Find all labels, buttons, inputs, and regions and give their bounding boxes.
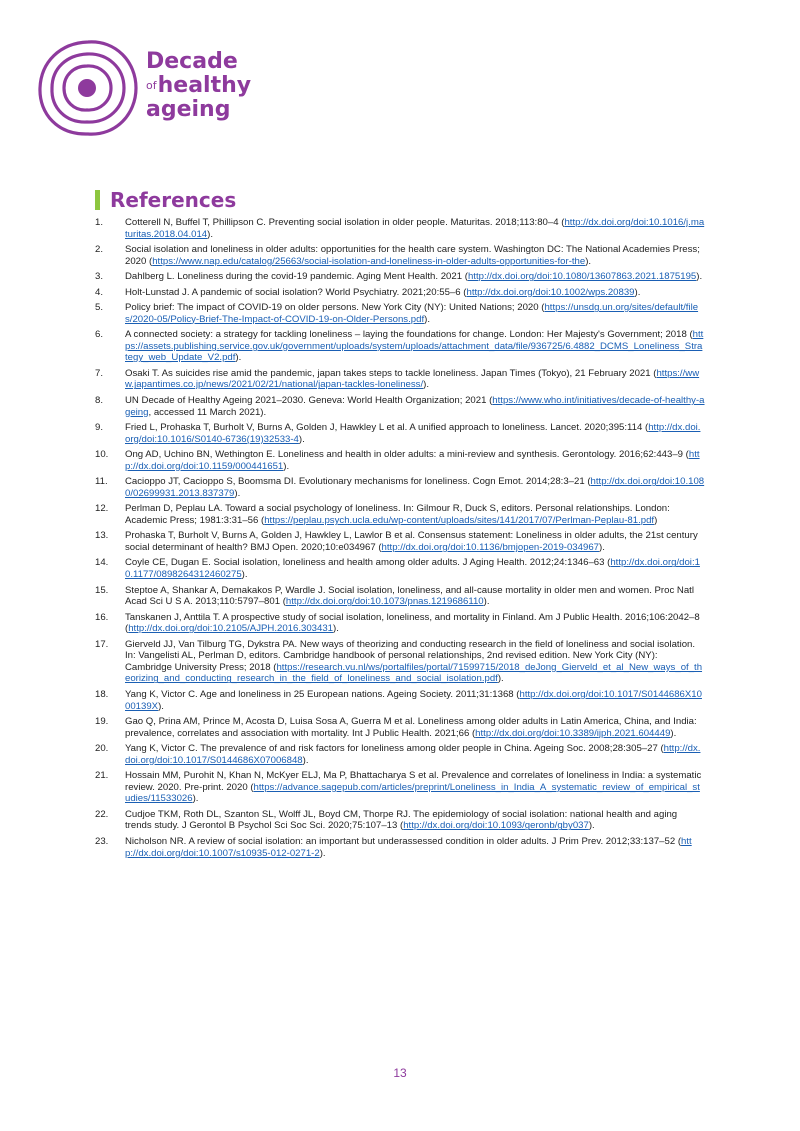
reference-item (95, 368, 705, 391)
reference-suffix: ). (670, 727, 677, 739)
reference-body (125, 716, 705, 739)
reference-suffix: ). (634, 286, 641, 298)
reference-item (95, 329, 705, 364)
reference-suffix: ). (497, 673, 504, 685)
reference-text: A connected society: a strategy for tackling loneliness – laying the foundations for change. London: Her Majesty's Government; 2018 ( (125, 329, 693, 341)
reference-text: Cudjoe TKM, Roth DL, Szanton SL, Wolff JL, Boyd CM, Thorpe RJ. The epidemiology of social isolation: national health and aging trends study. J Gerontol B Psychol Sci Soc Sci. 2020;75:107–13 ( (125, 808, 678, 832)
reference-number: 17. (95, 638, 109, 650)
reference-suffix: ) (654, 514, 658, 526)
reference-item (95, 271, 705, 283)
reference-item (95, 557, 705, 580)
reference-item (95, 476, 705, 499)
logo-word-of: of (146, 79, 157, 92)
reference-number: 5. (95, 302, 104, 314)
reference-body (125, 689, 705, 712)
references-title: References (110, 188, 237, 212)
reference-number: 14. (95, 557, 109, 569)
reference-body (125, 557, 705, 580)
reference-number: 3. (95, 271, 104, 283)
reference-link[interactable]: http://dx.doi.org/doi:10.1177/0898264312460275 (125, 557, 700, 581)
reference-body (125, 585, 705, 608)
reference-link[interactable]: http://dx.doi.org/doi:10.1080/02699931.2013.837379 (125, 476, 705, 499)
reference-link[interactable]: https://assets.publishing.service.gov.uk/government/uploads/system/uploads/attachment_data/file/936725/6.4882_DCMS_Loneliness_Strategy_web_Update_V2.pdf (125, 329, 704, 364)
reference-body (125, 449, 705, 472)
reference-text: Cotterell N, Buffel T, Phillipson C. Preventing social isolation in older people. Maturitas. 2018;113:80–4 ( (125, 217, 565, 228)
reference-body (125, 476, 705, 499)
reference-text: Osaki T. As suicides rise amid the pandemic, japan takes steps to tackle loneliness. Japan Times (Tokyo), 21 February 2021 ( (125, 367, 657, 379)
reference-link[interactable]: http://dx.doi.org/doi:10.1159/000441651 (125, 449, 700, 472)
reference-text: UN Decade of Healthy Ageing 2021–2030. Geneva: World Health Organization; 2021 ( (125, 394, 493, 406)
reference-link[interactable]: http://dx.doi.org/doi:10.2105/AJPH.2016.303431 (128, 623, 334, 635)
reference-text: Social isolation and loneliness in older adults: opportunities for the health care system. Washington DC: The National Academies Press; 2020 ( (125, 244, 700, 267)
reference-text: Prohaska T, Burholt V, Burns A, Golden J, Hawkley L, Lawlor B et al. Consensus statement: Loneliness in older adults, the 21st century social determinant of health? BMJ Open. 2020;10:e034967 ( (125, 530, 698, 553)
reference-link[interactable]: https://www.japantimes.co.jp/news/2021/02/21/national/japan-tackles-loneliness/ (125, 367, 700, 391)
section-heading (95, 188, 236, 212)
reference-suffix: ). (319, 847, 326, 859)
reference-text: Policy brief: The impact of COVID-19 on older persons. New York City (NY): United Nations; 2020 ( (125, 302, 545, 314)
reference-body (125, 422, 705, 445)
reference-text: Yang K, Victor C. The prevalence of and risk factors for loneliness among older people in China. Ageing Soc. 2008;28:305–27 ( (125, 743, 664, 755)
reference-link[interactable]: https://research.vu.nl/ws/portalfiles/portal/71599715/2018_deJong_Gierveld_et_al_New_ways_of_theorizing_and_conducting_research_in_the_field_of_loneliness_and_social_isolation.pdf (125, 661, 703, 685)
reference-suffix: ). (424, 313, 430, 325)
reference-suffix: ). (235, 352, 242, 364)
reference-body (125, 244, 705, 267)
reference-number: 22. (95, 808, 109, 820)
logo-word-ageing: ageing (146, 97, 231, 122)
reference-suffix: ). (696, 271, 703, 283)
reference-number: 16. (95, 611, 109, 623)
reference-number: 11. (95, 476, 108, 488)
reference-text: Coyle CE, Dugan E. Social isolation, loneliness and health among older adults. J Aging Health. 2012;24:1346–63 ( (125, 557, 611, 569)
reference-number: 12. (95, 503, 109, 515)
reference-body (125, 809, 705, 832)
reference-item (95, 743, 705, 766)
reference-link[interactable]: https://peplau.psych.ucla.edu/wp-content/uploads/sites/141/2017/07/Perlman-Peplau-81.pdf (264, 514, 655, 526)
reference-item (95, 530, 705, 553)
reference-text: Cacioppo JT, Cacioppo S, Boomsma DI. Evolutionary mechanisms for loneliness. Cogn Emot. 2014;28:3–21 ( (125, 476, 591, 488)
reference-item (95, 770, 705, 805)
reference-suffix: ). (423, 379, 429, 391)
reference-body (125, 271, 705, 283)
reference-body (125, 395, 705, 418)
reference-suffix: ). (241, 569, 248, 581)
reference-link[interactable]: https://advance.sagepub.com/articles/preprint/Loneliness_in_India_A_systematic_review_of_empirical_studies/11533026 (125, 781, 700, 805)
reference-text: Hossain MM, Purohit N, Khan N, McKyer ELJ, Ma P, Bhattacharya S et al. Prevalence and correlates of loneliness in India: a systematic review. 2020. Pre-print. 2020 ( (125, 770, 702, 793)
reference-number: 19. (95, 716, 109, 727)
reference-link[interactable]: http://dx.doi.org/doi:10.1007/s10935-012-0271-2 (125, 835, 692, 859)
reference-body (125, 329, 705, 364)
reference-link[interactable]: http://dx.doi.org/doi:10.1017/S0144686X07006848 (125, 743, 701, 766)
reference-suffix: ). (283, 460, 290, 472)
reference-suffix: ). (302, 754, 309, 766)
reference-text: Yang K, Victor C. Age and loneliness in 25 European nations. Ageing Society. 2011;31:1368 ( (125, 688, 520, 700)
reference-body (125, 302, 705, 325)
reference-suffix: ). (588, 820, 595, 832)
logo-word-decade: Decade (146, 49, 238, 74)
concentric-rings-icon (36, 38, 140, 138)
reference-suffix: ). (207, 228, 214, 240)
reference-suffix: ). (585, 255, 592, 267)
decade-of-healthy-ageing-logo (36, 38, 276, 138)
reference-number: 15. (95, 584, 109, 596)
reference-body (125, 743, 705, 766)
reference-link[interactable]: http://dx.doi.org/doi:10.3389/ijph.2021.604449 (475, 727, 671, 739)
reference-item (95, 585, 705, 608)
reference-number: 10. (95, 449, 109, 461)
reference-item (95, 302, 705, 325)
reference-suffix: ). (298, 433, 305, 445)
reference-link[interactable]: http://dx.doi.org/doi:10.1016/j.maturitas.2018.04.014 (125, 217, 705, 240)
reference-item (95, 449, 705, 472)
reference-number: 13. (95, 530, 109, 542)
reference-body (125, 770, 705, 805)
reference-number: 18. (95, 688, 109, 700)
reference-body (125, 530, 705, 553)
reference-text: Dahlberg L. Loneliness during the covid-19 pandemic. Aging Ment Health. 2021 ( (125, 271, 468, 283)
reference-body (125, 503, 705, 526)
reference-body (125, 368, 705, 391)
reference-item (95, 612, 705, 635)
reference-item (95, 503, 705, 526)
reference-body (125, 612, 705, 635)
reference-number: 9. (95, 422, 104, 434)
reference-suffix: , accessed 11 March 2021). (148, 406, 267, 418)
page-number: 13 (393, 1066, 407, 1080)
reference-text: Tanskanen J, Anttila T. A prospective study of social isolation, loneliness, and mortality in Finland. Am J Public Health. 2016;106:2042–8 ( (125, 611, 700, 635)
reference-number: 8. (95, 394, 104, 406)
reference-link[interactable]: https://www.nap.edu/catalog/25663/social-isolation-and-loneliness-in-older-adults-opportunities-for-the (152, 255, 586, 267)
reference-body (125, 217, 705, 240)
reference-item (95, 836, 705, 859)
reference-number: 1. (95, 217, 104, 228)
reference-number: 21. (95, 770, 109, 782)
reference-text: Holt-Lunstad J. A pandemic of social isolation? World Psychiatry. 2021;20:55–6 ( (125, 286, 467, 298)
reference-number: 20. (95, 743, 109, 755)
reference-number: 23. (95, 835, 109, 847)
reference-item (95, 244, 705, 267)
reference-text: Gierveld JJ, Van Tilburg TG, Dykstra PA. New ways of theorizing and conducting research in the field of loneliness and social isolation. In: Vangelisti AL, Perlman D, editors. Cambridge handbook of personal relationships, 2nd revised edition. New York City (NY): Cambridge University Press; 2018 ( (125, 638, 696, 673)
reference-suffix: ). (483, 596, 490, 608)
reference-text: Nicholson NR. A review of social isolation: an important but underassessed condition in older adults. J Prim Prev. 2012;33:137–52 ( (125, 835, 682, 847)
reference-item (95, 422, 705, 445)
reference-body (125, 287, 705, 299)
reference-body (125, 836, 705, 859)
reference-text: Ong AD, Uchino BN, Wethington E. Loneliness and health in older adults: a mini-review and synthesis. Gerontology. 2016;62:443–9 ( (125, 449, 689, 461)
reference-text: Perlman D, Peplau LA. Toward a social psychology of loneliness. In: Gilmour R, Duck S, editors. Personal relationships. London: Academic Press; 1981:3:31–56 ( (125, 503, 670, 526)
reference-item (95, 689, 705, 712)
reference-link[interactable]: https://www.who.int/initiatives/decade-of-healthy-ageing (125, 394, 705, 418)
reference-body (125, 639, 705, 685)
reference-link[interactable]: https://unsdg.un.org/sites/default/files/2020-05/Policy-Brief-The-Impact-of-COVID-19-on-Older-Persons.pdf (125, 302, 699, 325)
reference-item (95, 716, 705, 739)
reference-text: Steptoe A, Shankar A, Demakakos P, Wardle J. Social isolation, loneliness, and all-cause mortality in older men and women. Proc Natl Acad Sci U S A. 2013;110:5797–801 ( (125, 584, 694, 608)
reference-suffix: ). (234, 487, 241, 499)
logo-wordmark (146, 50, 251, 122)
reference-number: 4. (95, 286, 104, 298)
reference-item (95, 287, 705, 299)
reference-suffix: ). (599, 541, 605, 553)
reference-text: Fried L, Prohaska T, Burholt V, Burns A, Golden J, Hawkley L et al. A unified approach to loneliness. Lancet. 2020;395:114 ( (125, 422, 649, 434)
reference-link[interactable]: http://dx.doi.org/doi:10.1017/S0144686X1000139X (125, 688, 702, 712)
reference-link[interactable]: http://dx.doi.org/doi:10.1080/13607863.2021.1875195 (467, 271, 697, 283)
reference-link[interactable]: http://dx.doi.org/doi:10.1002/wps.20839 (466, 286, 635, 298)
heading-accent-bar (95, 190, 100, 210)
reference-text: Gao Q, Prina AM, Prince M, Acosta D, Luisa Sosa A, Guerra M et al. Loneliness among older adults in Latin America, China, and India: prevalence, correlates and association with mortality. Int J Public Health. 2021;66 ( (125, 716, 697, 739)
reference-suffix: ). (333, 623, 339, 635)
reference-item (95, 395, 705, 418)
reference-suffix: ). (192, 793, 199, 805)
reference-link[interactable]: http://dx.doi.org/doi:10.1093/geronb/gby037 (403, 820, 589, 832)
reference-item (95, 217, 705, 240)
reference-item (95, 639, 705, 685)
reference-suffix: ). (158, 700, 164, 712)
reference-number: 7. (95, 367, 104, 379)
reference-link[interactable]: http://dx.doi.org/doi:10.1073/pnas.1219686110 (285, 596, 484, 608)
reference-number: 6. (95, 329, 104, 341)
reference-link[interactable]: http://dx.doi.org/doi:10.1136/bmjopen-2019-034967 (381, 541, 599, 553)
references-list (95, 217, 705, 863)
logo-word-healthy (146, 74, 251, 98)
logo-word-healthy-text: healthy (157, 73, 252, 98)
reference-number: 2. (95, 244, 104, 256)
reference-link[interactable]: http://dx.doi.org/doi:10.1016/S0140-6736(19)32533-4 (125, 422, 701, 445)
reference-item (95, 809, 705, 832)
